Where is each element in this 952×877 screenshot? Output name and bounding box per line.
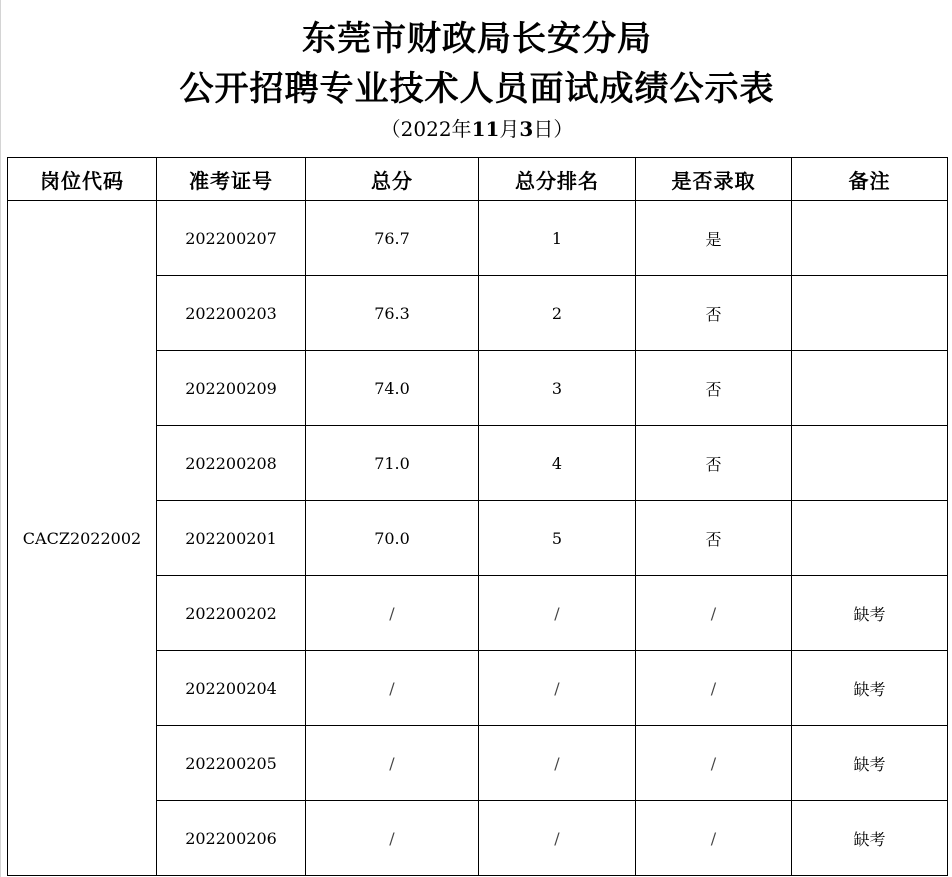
- ticket-cell: 202200204: [157, 651, 306, 726]
- remark-cell: [792, 276, 948, 351]
- results-table: [7, 157, 948, 876]
- admitted-cell: 否: [636, 351, 792, 426]
- ticket-cell: 202200202: [157, 576, 306, 651]
- total-cell: /: [306, 651, 479, 726]
- page-title-line-2: 公开招聘专业技术人员面试成绩公示表: [179, 69, 775, 109]
- post-code-cell: CACZ2022002: [8, 201, 157, 876]
- header-score-rank: 总分排名: [479, 158, 636, 201]
- rank-cell: /: [479, 801, 636, 876]
- ticket-cell: 202200208: [157, 426, 306, 501]
- header-remarks: 备注: [792, 158, 948, 201]
- table-header-row: [8, 158, 948, 201]
- admitted-cell: /: [636, 726, 792, 801]
- publish-date: [1, 114, 952, 144]
- ticket-cell: 202200206: [157, 801, 306, 876]
- remark-cell: [792, 501, 948, 576]
- rank-cell: 4: [479, 426, 636, 501]
- header-post-code: 岗位代码: [8, 158, 157, 201]
- rank-cell: 5: [479, 501, 636, 576]
- publish-date-close: 日）: [533, 117, 574, 141]
- header-admitted: 是否录取: [636, 158, 792, 201]
- total-cell: 70.0: [306, 501, 479, 576]
- ticket-cell: 202200205: [157, 726, 306, 801]
- total-cell: /: [306, 726, 479, 801]
- admitted-cell: /: [636, 651, 792, 726]
- rank-cell: 2: [479, 276, 636, 351]
- ticket-cell: 202200207: [157, 201, 306, 276]
- publish-date-month-label: 月: [499, 117, 520, 141]
- publish-date-day: 3: [519, 117, 534, 141]
- page-title-line-1: 东莞市财政局长安分局: [302, 19, 652, 59]
- rank-cell: 1: [479, 201, 636, 276]
- admitted-cell: 否: [636, 426, 792, 501]
- ticket-cell: 202200201: [157, 501, 306, 576]
- publish-date-open: （2022年: [380, 117, 472, 141]
- total-cell: 76.3: [306, 276, 479, 351]
- table-body: [8, 201, 948, 876]
- ticket-cell: 202200203: [157, 276, 306, 351]
- total-cell: 76.7: [306, 201, 479, 276]
- admitted-cell: /: [636, 801, 792, 876]
- header-total-score: 总分: [306, 158, 479, 201]
- remark-cell: 缺考: [792, 726, 948, 801]
- total-cell: /: [306, 801, 479, 876]
- total-cell: 74.0: [306, 351, 479, 426]
- remark-cell: [792, 351, 948, 426]
- publish-date-month: 11: [471, 117, 500, 141]
- rank-cell: /: [479, 576, 636, 651]
- header-ticket-number: 准考证号: [157, 158, 306, 201]
- rank-cell: /: [479, 726, 636, 801]
- ticket-cell: 202200209: [157, 351, 306, 426]
- admitted-cell: /: [636, 576, 792, 651]
- total-cell: /: [306, 576, 479, 651]
- admitted-cell: 否: [636, 501, 792, 576]
- remark-cell: 缺考: [792, 651, 948, 726]
- rank-cell: /: [479, 651, 636, 726]
- admitted-cell: 否: [636, 276, 792, 351]
- remark-cell: 缺考: [792, 576, 948, 651]
- remark-cell: [792, 426, 948, 501]
- total-cell: 71.0: [306, 426, 479, 501]
- remark-cell: 缺考: [792, 801, 948, 876]
- table-row: [8, 201, 948, 276]
- remark-cell: [792, 201, 948, 276]
- rank-cell: 3: [479, 351, 636, 426]
- admitted-cell: 是: [636, 201, 792, 276]
